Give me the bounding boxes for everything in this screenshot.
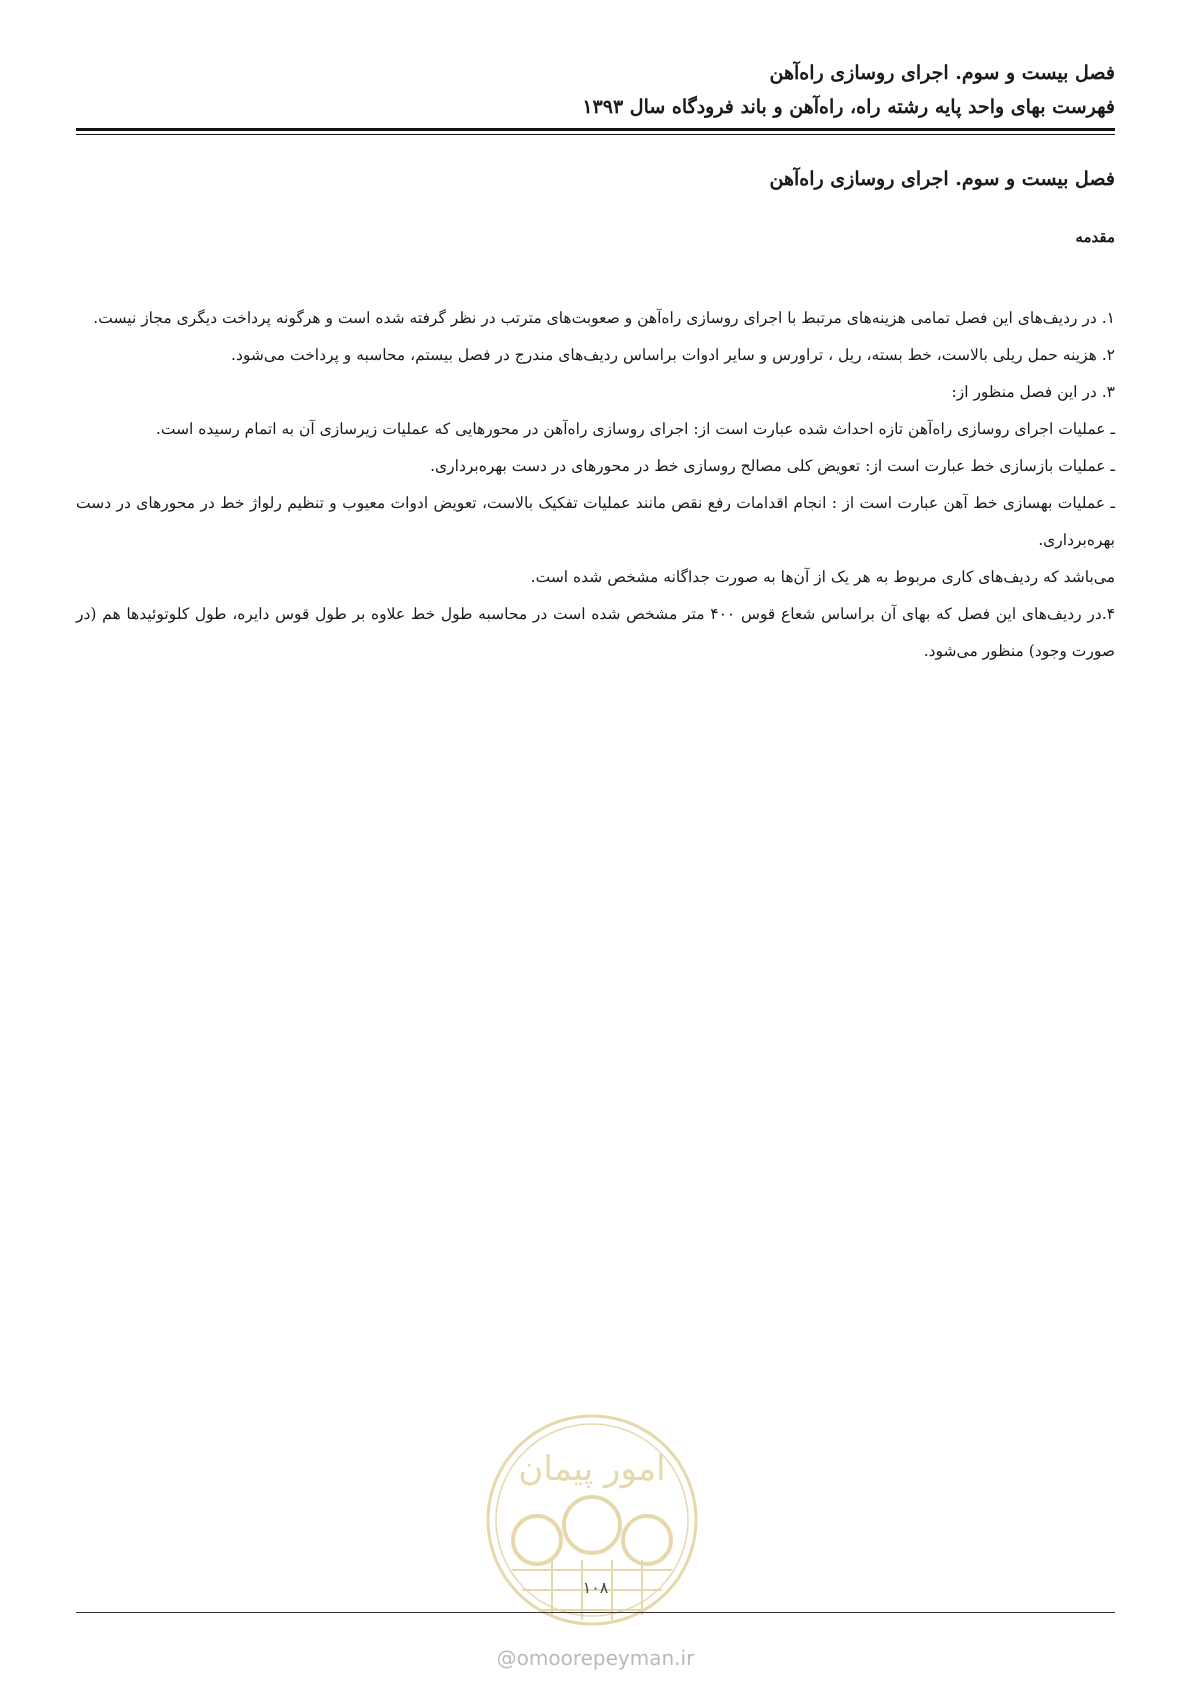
header-rule-thin: [76, 134, 1115, 135]
paragraph-3c: ـ عملیات بهسازی خط آهن عبارت است از : انجام اقدامات رفع نقص مانند عملیات تفکیک بالاست، تعویض ادوات معیوب و تنظیم رلواژ خط در محورهای در دست بهره‌برداری.: [76, 494, 1115, 549]
header-chapter-line: فصل بیست و سوم. اجرای روسازی راه‌آهن: [769, 62, 1115, 84]
paragraph-3b: ـ عملیات بازسازی خط عبارت است از: تعویض کلی مصالح روسازی خط در محورهای در دست بهره‌برداری.: [430, 457, 1115, 475]
footer-rule: [76, 1612, 1115, 1613]
header-rule-thick: [76, 128, 1115, 131]
watermark-site: @omoorepeyman.ir: [496, 1646, 695, 1670]
watermark-stamp: [482, 1410, 702, 1630]
body-text: [76, 300, 1115, 670]
paragraph-4: ۴.در ردیف‌های این فصل که بهای آن براساس شعاع قوس ۴۰۰ متر مشخص شده است در محاسبه طول خط علاوه بر طول قوس دایره، طول کلوتوئیدها هم (در صورت وجود) منظور می‌شود.: [76, 605, 1116, 660]
paragraph-2: ۲. هزینه حمل ریلی بالاست، خط بسته، ریل ، تراورس و سایر ادوات براساس ردیف‌های مندرج در فصل بیستم، محاسبه و پرداخت می‌شود.: [231, 346, 1115, 364]
header-catalog-line: فهرست بهای واحد پایه رشته راه، راه‌آهن و باند فرودگاه سال ۱۳۹۳: [582, 96, 1115, 118]
paragraph-3: ۳. در این فصل منظور از:: [951, 383, 1115, 401]
page-number: ۱۰۸: [582, 1578, 609, 1597]
chapter-title: فصل بیست و سوم. اجرای روسازی راه‌آهن: [769, 168, 1115, 190]
paragraph-3-note: می‌باشد که ردیف‌های کاری مربوط به هر یک از آن‌ها به صورت جداگانه مشخص شده است.: [530, 568, 1115, 586]
paragraph-3a: ـ عملیات اجرای روسازی راه‌آهن تازه احداث شده عبارت است از: اجرای روسازی راه‌آهن در محورهایی که عملیات زیرسازی آن به اتمام رسیده است.: [155, 420, 1115, 438]
paragraph-1: ۱. در ردیف‌های این فصل تمامی هزینه‌های مرتبط با اجرای روسازی راه‌آهن و صعوبت‌های مترتب در نظر گرفته شده است و هرگونه پرداخت دیگری مجاز نیست.: [93, 309, 1115, 327]
stamp-text: امور پیمان: [518, 1449, 666, 1489]
intro-heading: مقدمه: [1075, 228, 1115, 246]
running-header: [76, 56, 1115, 124]
